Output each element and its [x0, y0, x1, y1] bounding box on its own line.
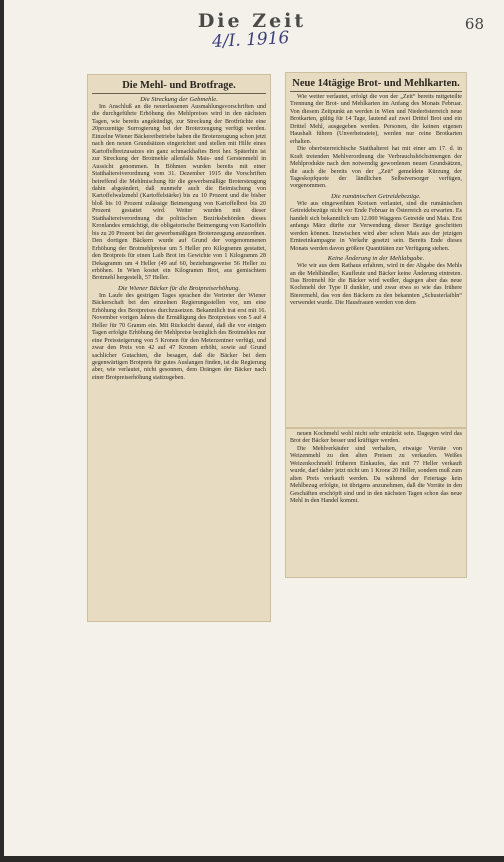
article-paragraph: Wie aus eingeweihten Kreisen verlautet, sind die rumänischen Getreidebezüge nicht vor Ende Februar in Österreich zu erwarten. Es handelt sich bekanntlich um 12.000 Waggons Getreide und Mais. Erst anfangs März dürfte zur Verwendung dieser Bezüge geschritten werden können. Inzwischen wird aber schon Mais aus der jetzigen Ernteeinkampagne in Verkehr gesetzt sein. Bereits Ende dieses Monats werden davon größere Quantitäten zur Verfügung stehen.: [290, 200, 462, 252]
article-paragraph: Die oberösterreichische Statthalterei hat mit einer am 17. d. in Kraft tretenden Mehlverordnung die Verbrauchshöchstmengen der Mehlprodukte nach den notwendig gewordenen neuen Grundsätzen, die auch die bereits von der „Zeit“ gemeldete Kürzung der Tageskopfquote der ländlichen Selbstversorger verfügen, vorgenommen.: [290, 146, 462, 190]
page-number: 68: [464, 15, 484, 33]
scan-edge-bottom: [0, 856, 504, 862]
article-paragraph: Wie weiter verlautet, erfolgt die von der „Zeit“ bereits mitgeteilte Trennung der Brot- und Mehlkarten im Anfang des Monats Februar. Von diesem Zeitpunkt an werden in Wien und Niederösterreich neue Brotkarten, gültig für 14 Tage, lautend auf zwei Drittel Brot und ein Drittel Mehl, ausgegeben werden. Personen, die keinen eigenen Haushalt führen (Unverheiratete), werden nur reine Brotkarten erhalten.: [290, 94, 462, 145]
clipping-right-bottom-article: [285, 428, 467, 578]
article-subhead: Die Streckung der Gebmehle.: [140, 96, 218, 103]
article-paragraph: Die Mehlverkäufer sind verhalten, etwaige Vorräte von Weizenmehl zu den alten Preisen zu verkaufen. Weißes Weizenkochmehl früheren Einkaufes, das mit 77 Heller verkauft wurde, darf daher jetzt nicht um 1 Krone 20 Heller, sondern muß zum alten Preis verkauft werden. Da während der Feiertage kein Mehlbezug erfolgte, ist übrigens anzunehmen, daß die Vorräte in den Geschäften erschöpft sind und in den nächsten Tagen schon das neue Mehl in den Handel kommt.: [290, 445, 462, 505]
clipping-right-top-article: [285, 72, 467, 428]
article-headline: Neue 14tägige Brot- und Mehlkarten.: [290, 78, 462, 92]
handwritten-date: 4/I. 1916: [211, 27, 290, 53]
article-subhead: Keine Änderung in der Mehlabgabe.: [327, 255, 425, 263]
article-paragraph: Im Laufe des gestrigen Tages sprachen die Vertreter der Wiener Bäckerschaft bei den einzelnen Regierungsstellen vor, um eine Erhöhung des Brotpreises durchzusetzen. Bekanntlich trat erst mit 16. November vorigen Jahres die Ermäßigung des Brotpreises von 5 auf 4 Heller für 70 Gramm ein. Mit Rücksicht darauf, daß die vor einigen Tagen erfolgte Erhöhung der Mehlpreise bezüglich des Brotmehles nur eine Preissteigerung von 5 Kronen für den Meterzentner verfügt, und zwar den Preis von 42 auf 47 Kronen erhöht, sowie auf Grund sachlicher Gutachten, die besagen, daß die Bäcker bei dem gegenwärtigen Brotpreis für gutes Auslangen finden, ist die Regierung aber, wie verlautet, nicht gesonnen, dem Drängen der Bäcker nach einer Brotpreiserhöhung stattzugeben.: [92, 292, 266, 381]
article-paragraph: neuen Kochmehl wohl nicht sehr entzückt sein. Dagegen wird das Brot der Bäcker besser und kräftiger werden.: [290, 431, 462, 445]
article-paragraph: Im Anschluß an die neuerlassenen Ausmahlungsvorschriften und die durchgeführte Erhöhung des Mehlpreises wird in den nächsten Tagen, wie bereits angekündigt, zur Streckung der Brotfrüchte eine 20prozentige Surrogierung bei der Broterzeugung verfügt werden. Einzelne Wiener Bäckereibetriebe haben die Broterzeugung schon jetzt nach den neuen Grundsätzen eingerichtet und stellen mit Hilfe eines Kartoffelbreizusatzes ein ganz schmackhaftes Brot her. Späterhin ist zur Streckung der Brotmehle allenfalls Mais- und Gerstenmehl in Aussicht genommen. In Böhmen wurden bereits mit einer Statthaltereiverordnung vom 31. Dezember 1915 die Vorschriften betreffend die Mehlmischung für die gewerbsmäßige Brotersteugung dahin abgeändert, daß nunmehr auch die Beimischung von Kartoffelwalzmehl (Kartoffelstärke) bis zu 10 Prozent und die bisher bloß bis 10 Prozent zulässige Beimengung von Kartoffelbrei bis 20 Prozent gestattet wird. Weiter wurden mit dieser Statthaltereiverordnung die politischen Bezirksbehörden dieses Kronlandes ermächtigt, die obligatorische Beimengung von Kartoffeln bis zu 20 Prozent bei der gewerbsmäßigen Broterzeugung anzuordnen. Den dortigen Bäckern wurde auf Grund der vorgenommenen Erhöhung der Brotmehlpreise um 5 Heller pro Kilogramm gestattet, den Brotpreis für einen Laib Brot im Gewichte von 1 Kilogramm 28 Dekagramm um 4 Heller (49 auf 60, beziehungsweise 56 Heller zu erhöhen. In Wien kostet ein Kilogramm Brot, aus gemischtem Brotmehl hergestellt, 57 Heller.: [92, 104, 266, 282]
clipping-left-article: [87, 74, 271, 622]
article-paragraph: Wie wir aus dem Rathaus erfahren, wird in der Abgabe des Mehls an die Mehlhändler, Kaufleute und Bäcker keine Änderung eintreten. Das Brotmehl für die Bäcker wird weißer, dagegen aber das neue Kochmehl der Type II dunkler, und zwar etwa so wie das frühere Bierermehl, das von den Bäckern zu den bekannten „Schusterlaibln“ verwendet wurde. Die Hausfrauen werden von dem: [290, 263, 462, 307]
newspaper-masthead: Die Zeit: [197, 10, 307, 32]
article-headline: Die Mehl- und Brotfrage.: [92, 80, 266, 94]
article-subhead: Die Wiener Bäcker für die Brotpreiserhöhung.: [117, 284, 241, 292]
article-subhead: Die rumänischen Getreidebezüge.: [331, 192, 421, 200]
scan-edge-left: [0, 0, 4, 862]
